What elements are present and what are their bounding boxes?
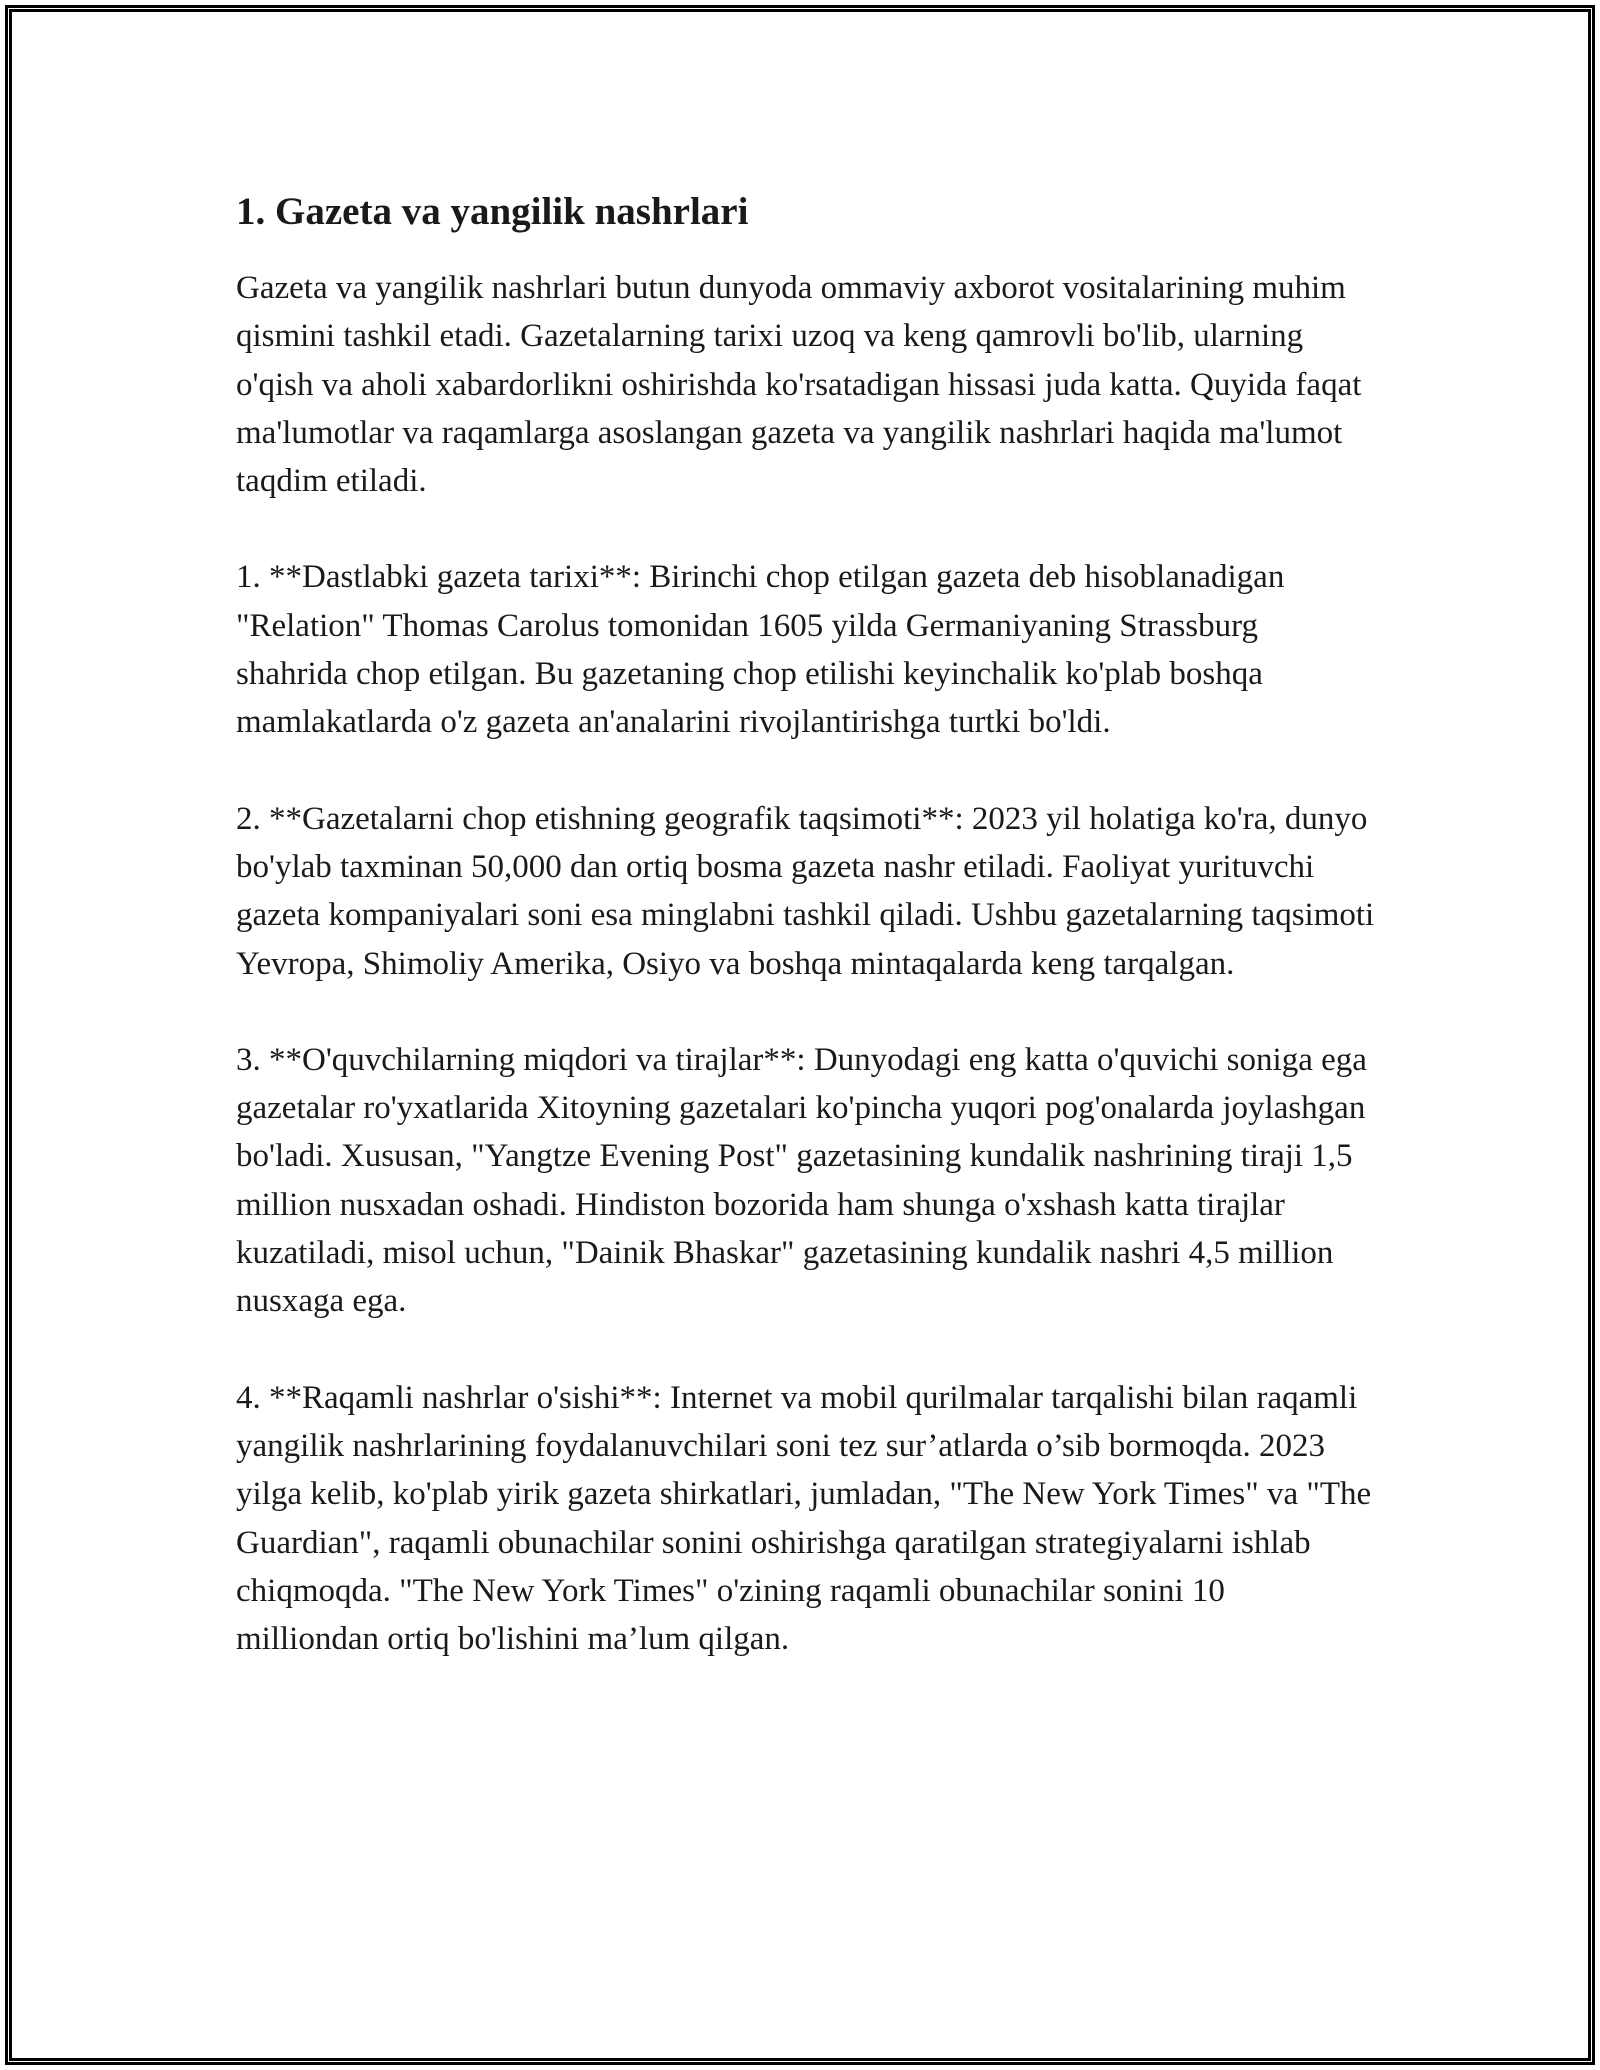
section-heading: 1. Gazeta va yangilik nashrlari <box>236 190 749 233</box>
list-item-readership-circulation: 3. **O'quvchilarning miqdori va tirajlar**: Dunyodagi eng katta o'quvichi soniga ega gazetalar ro'yxatlarida Xitoyning gazetalari ko'pincha yuqori pog'onalarda joylashgan bo'ladi. Xususan, "Yangtze Evening Post" gazetasining kundalik nashrining tiraji 1,5 million nusxadan oshadi. Hindiston bozorida ham shunga o'xshash katta tirajlar kuzatiladi, misol uchun, "Dainik Bhaskar" gazetasining kundalik nashri 4,5 million nusxaga ega. <box>236 1041 1367 1320</box>
document-body <box>236 184 1376 1711</box>
list-item-digital-growth: 4. **Raqamli nashrlar o'sishi**: Internet va mobil qurilmalar tarqalishi bilan raqamli yangilik nashrlarining foydalanuvchilari soni tez sur’atlarda o’sib bormoqda. 2023 yilga kelib, ko'plab yirik gazeta shirkatlari, jumladan, "The New York Times" va "The Guardian", raqamli obunachilar sonini oshirishga qaratilgan strategiyalarni ishlab chiqmoqda. "The New York Times" o'zining raqamli obunachilar sonini 10 milliondan ortiq bo'lishini ma’lum qilgan. <box>236 1379 1372 1658</box>
intro-paragraph: Gazeta va yangilik nashrlari butun dunyoda ommaviy axborot vositalarining muhim qismini tashkil etadi. Gazetalarning tarixi uzoq va keng qamrovli bo'lib, ularning o'qish va aholi xabardorlikni oshirishda ko'rsatadigan hissasi juda katta. Quyida faqat ma'lumotlar va raqamlarga asoslangan gazeta va yangilik nashrlari haqida ma'lumot taqdim etiladi. <box>236 270 1362 500</box>
list-item-geographic-distribution: 2. **Gazetalarni chop etishning geografik taqsimoti**: 2023 yil holatiga ko'ra, dunyo bo'ylab taxminan 50,000 dan ortiq bosma gazeta nashr etiladi. Faoliyat yurituvchi gazeta kompaniyalari soni esa minglabni tashkil qiladi. Ushbu gazetalarning taqsimoti Yevropa, Shimoliy Amerika, Osiyo va boshqa mintaqalarda keng tarqalgan. <box>236 800 1375 982</box>
list-item-early-history: 1. **Dastlabki gazeta tarixi**: Birinchi chop etilgan gazeta deb hisoblanadigan "Relation" Thomas Carolus tomonidan 1605 yilda Germaniyaning Strassburg shahrida chop etilgan. Bu gazetaning chop etilishi keyinchalik ko'plab boshqa mamlakatlarda o'z gazeta an'analarini rivojlantirishga turtki bo'ldi. <box>236 559 1285 741</box>
